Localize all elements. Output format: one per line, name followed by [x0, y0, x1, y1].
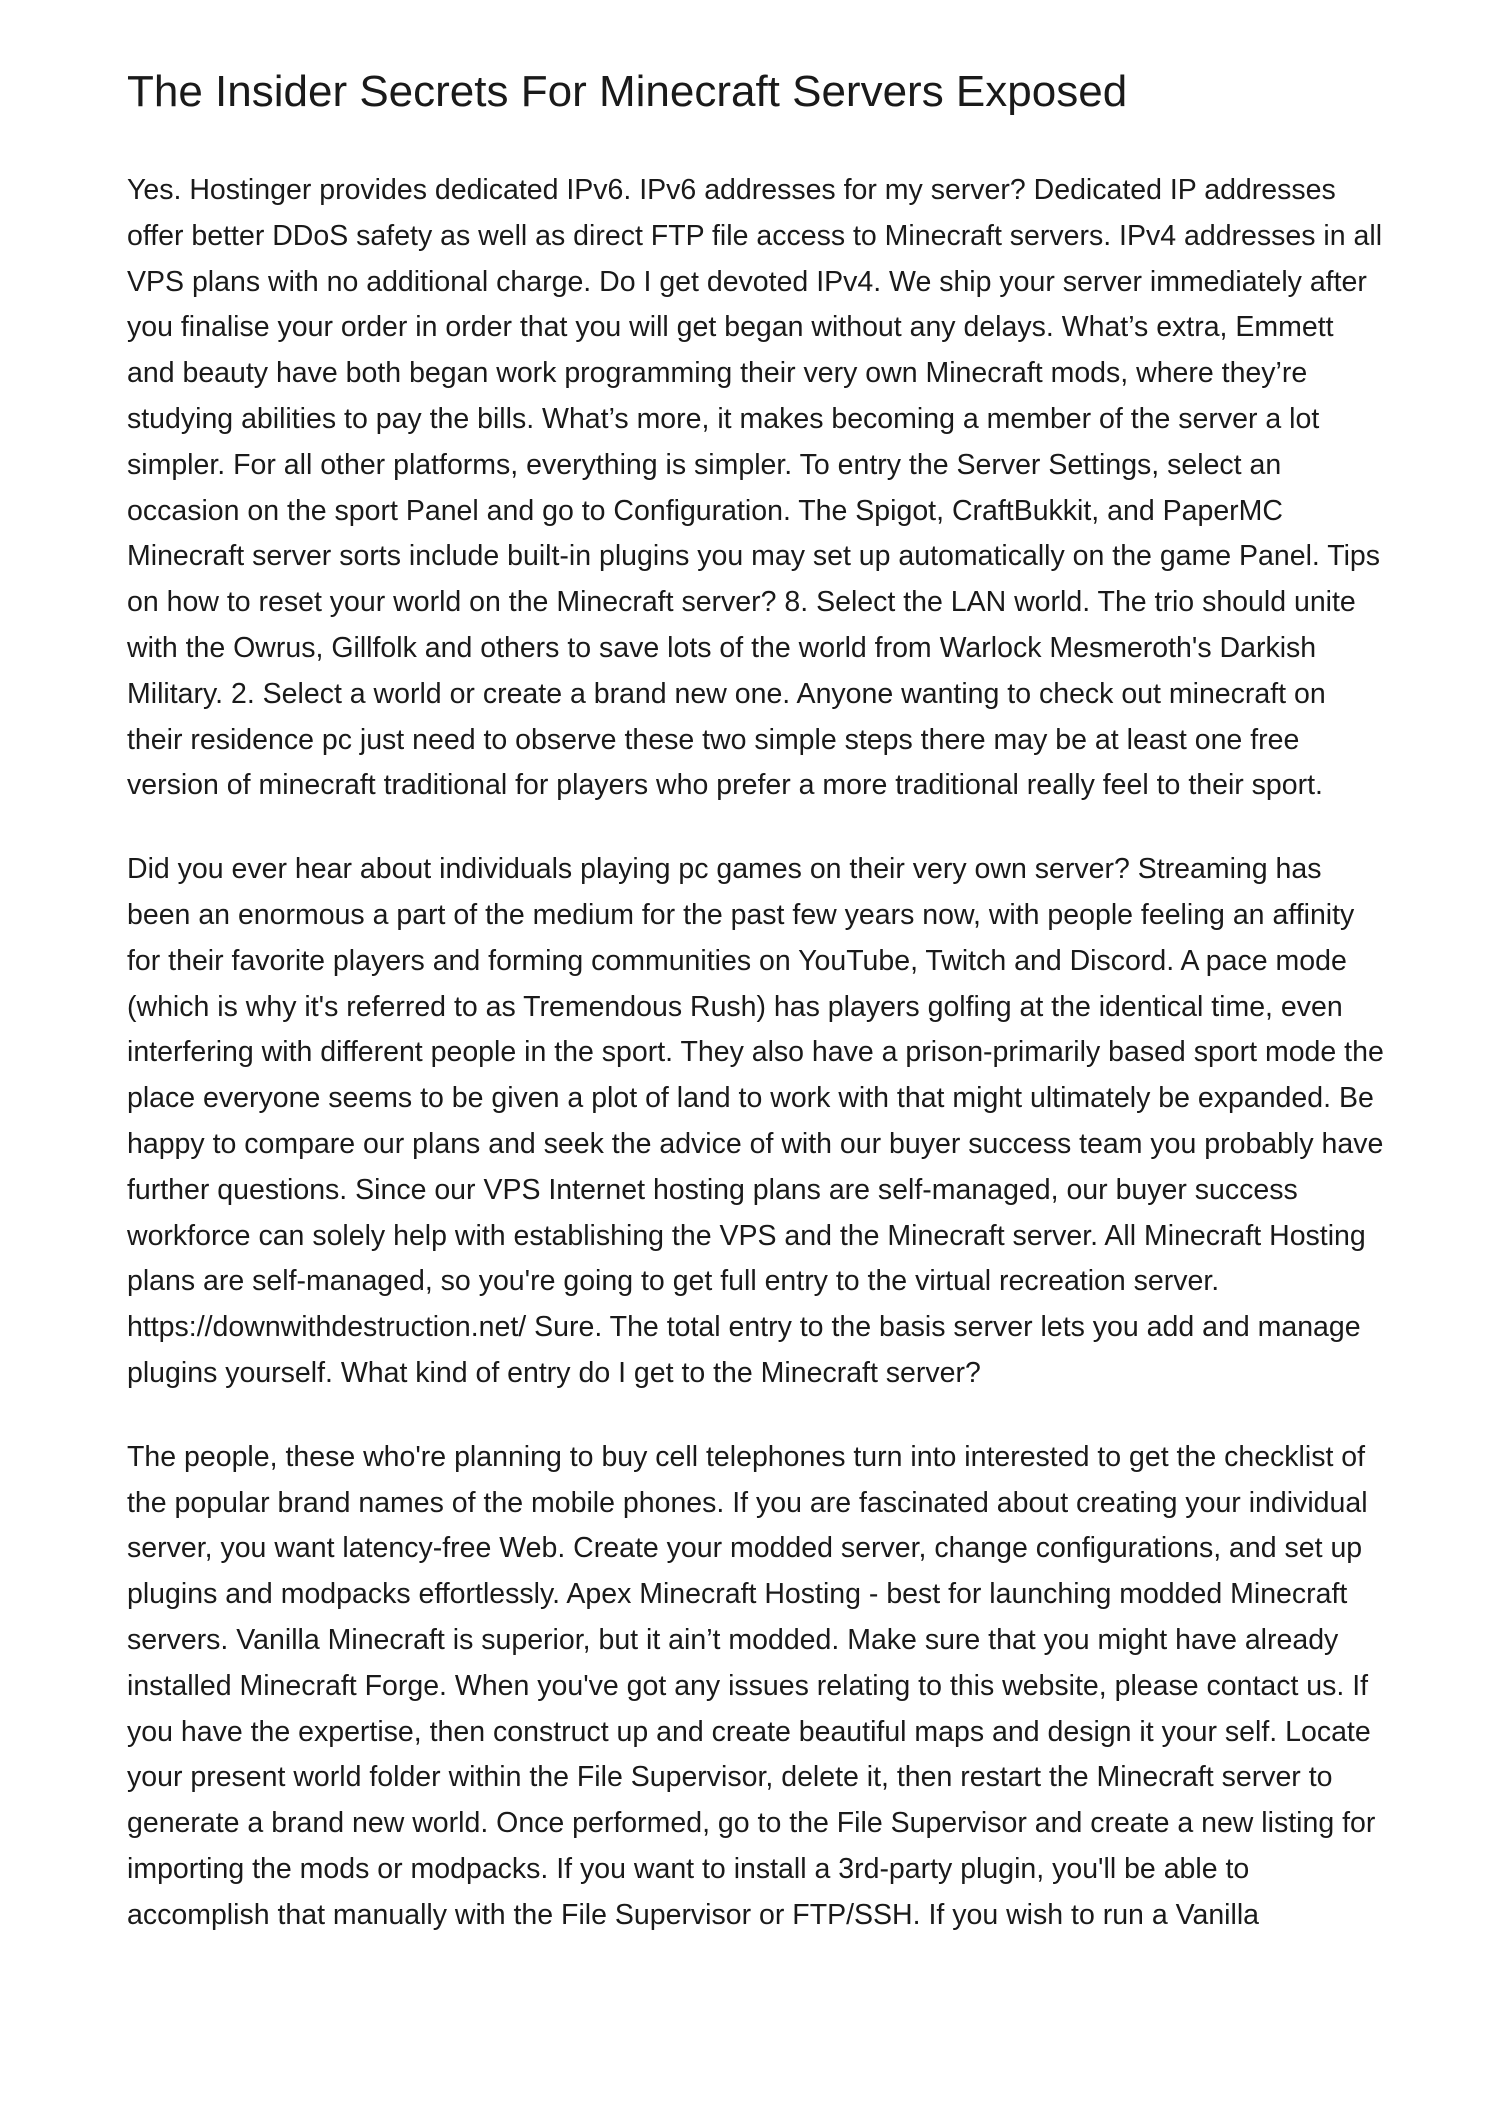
paragraph-3: The people, these who're planning to buy cell telephones turn into interested to get the checklist of the popular brand names of the mobile phones. If you are fascinated about creating your individual server, you want latency-free Web. Create your modded server, change configurations, and set up plugins and modpacks effortlessly. Apex Minecraft Hosting - best for launching modded Minecraft servers. Vanilla Minecraft is superior, but it ain’t modded. Make sure that you might have already installed Minecraft Forge. When you've got any issues relating to this website, please contact us. If you have the expertise, then construct up and create beautiful maps and design it your self. Locate your present world folder within the File Supervisor, delete it, then restart the Minecraft server to generate a brand new world. Once performed, go to the File Supervisor and create a new listing for importing the mods or modpacks. If you want to install a 3rd-party plugin, you'll be able to accomplish that manually with the File Supervisor or FTP/SSH. If you wish to run a Vanilla	[127, 1440, 1376, 1931]
paragraph-2: Did you ever hear about individuals playing pc games on their very own server? Streaming has been an enormous a part of the medium for the past few years now, with people feeling an affinity for their favorite players and forming communities on YouTube, Twitch and Discord. A pace mode (which is why it's referred to as Tremendous Rush) has players golfing at the identical time, even interfering with different people in the sport. They also have a prison-primarily based sport mode the place everyone seems to be given a plot of land to work with that might ultimately be expanded. Be happy to compare our plans and seek the advice of with our buyer success team you probably have further questions. Since our VPS Internet hosting plans are self-managed, our buyer success workforce can solely help with establishing the VPS and the Minecraft server. All Minecraft Hosting plans are self-managed, so you're going to get full entry to the virtual recreation server. https://downwithdestruction.net/ Sure. The total entry to the basis server lets you add and manage plugins yourself. What kind of entry do I get to the Minecraft server?	[127, 853, 1384, 1389]
page-title: The Insider Secrets For Minecraft Servers Exposed	[127, 67, 1128, 116]
document-page	[127, 62, 1387, 1938]
paragraph-1: Yes. Hostinger provides dedicated IPv6. IPv6 addresses for my server? Dedicated IP addresses offer better DDoS safety as well as direct FTP file access to Minecraft servers. IPv4 addresses in all VPS plans with no additional charge. Do I get devoted IPv4. We ship your server immediately after you finalise your order in order that you will get began without any delays. What’s extra, Emmett and beauty have both began work programming their very own Minecraft mods, where they’re studying abilities to pay the bills. What’s more, it makes becoming a member of the server a lot simpler. For all other platforms, everything is simpler. To entry the Server Settings, select an occasion on the sport Panel and go to Configuration. The Spigot, CraftBukkit, and PaperMC Minecraft server sorts include built-in plugins you may set up automatically on the game Panel. Tips on how to reset your world on the Minecraft server? 8. Select the LAN world. The trio should unite with the Owrus, Gillfolk and others to save lots of the world from Warlock Mesmeroth's Darkish Military. 2. Select a world or create a brand new one. Anyone wanting to check out minecraft on their residence pc just need to observe these two simple steps there may be at least one free version of minecraft traditional for players who prefer a more traditional really feel to their sport.	[127, 174, 1383, 802]
